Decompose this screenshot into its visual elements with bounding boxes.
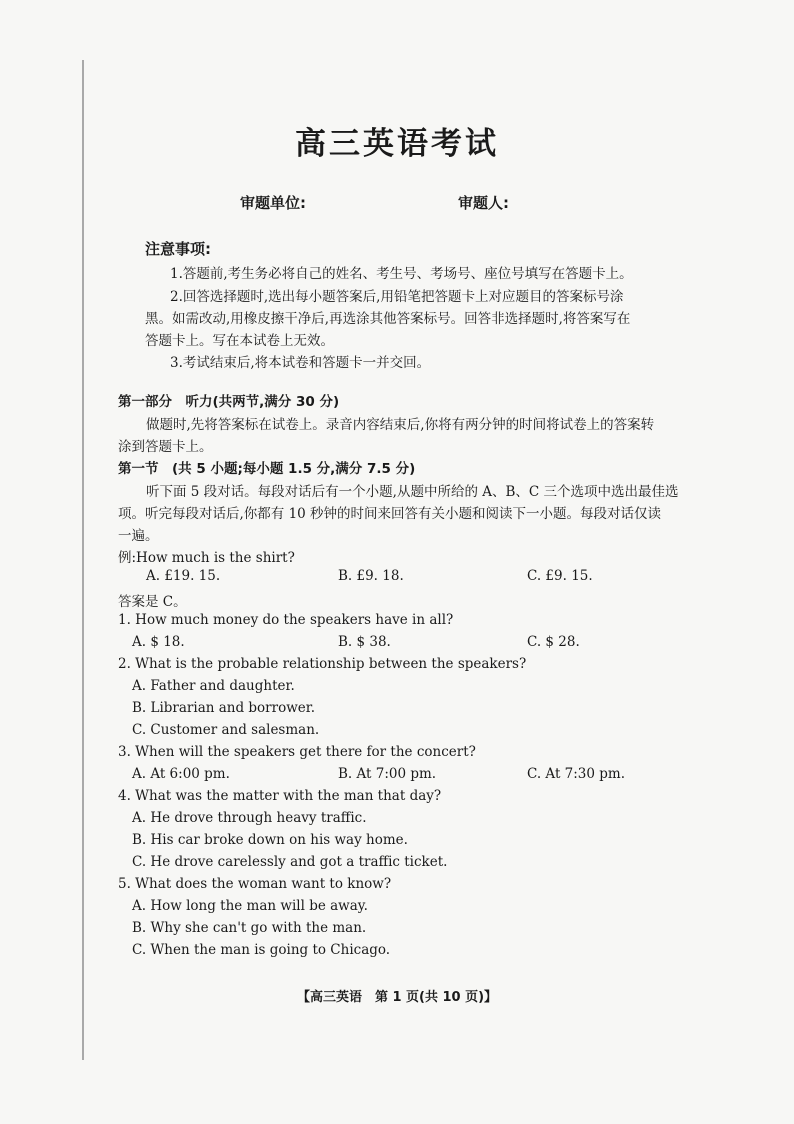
notes-line: 1.答题前,考生务必将自己的姓名、考生号、考场号、座位号填写在答题卡上。 [170, 266, 633, 282]
notes-line: 2.回答选择题时,选出每小题答案后,用铅笔把答题卡上对应题目的答案标号涂 [170, 289, 624, 305]
notes-line: 答题卡上。写在本试卷上无效。 [145, 333, 334, 349]
question-4-stem: 4. What was the matter with the man that day? [118, 788, 442, 804]
section1-instruction: 一遍。 [118, 528, 159, 544]
part1-instruction: 涂到答题卡上。 [118, 439, 213, 455]
question-1-stem: 1. How much money do the speakers have in all? [118, 612, 454, 628]
section1-instruction: 听下面 5 段对话。每段对话后有一个小题,从题中所给的 A、B、C 三个选项中选出最佳选 [146, 484, 679, 500]
question-2-option-a: A. Father and daughter. [132, 678, 295, 694]
example-option-a: A. £19. 15. [146, 568, 221, 584]
example-option-c: C. £9. 15. [527, 568, 593, 584]
question-2-stem: 2. What is the probable relationship between the speakers? [118, 656, 527, 672]
section1-heading: 第一节 (共 5 小题;每小题 1.5 分,满分 7.5 分) [118, 461, 416, 477]
reviewer-label: 审题人: [458, 194, 509, 212]
question-5-option-a: A. How long the man will be away. [132, 898, 368, 914]
question-3-option-a: A. At 6:00 pm. [132, 766, 230, 782]
section1-instruction: 项。听完每段对话后,你都有 10 秒钟的时间来回答有关小题和阅读下一小题。每段对话仅读 [118, 506, 662, 522]
example-question: 例:How much is the shirt? [118, 550, 295, 566]
question-1-option-a: A. $ 18. [132, 634, 185, 650]
question-5-option-b: B. Why she can't go with the man. [132, 920, 367, 936]
part1-instruction: 做题时,先将答案标在试卷上。录音内容结束后,你将有两分钟的时间将试卷上的答案转 [146, 417, 655, 433]
binding-margin-line [82, 60, 84, 1060]
question-4-option-c: C. He drove carelessly and got a traffic ticket. [132, 854, 448, 870]
exam-title: 高三英语考试 [295, 126, 499, 162]
question-5-option-c: C. When the man is going to Chicago. [132, 942, 391, 958]
question-3-option-c: C. At 7:30 pm. [527, 766, 626, 782]
review-unit-label: 审题单位: [240, 194, 306, 212]
notes-line: 黑。如需改动,用橡皮擦干净后,再选涂其他答案标号。回答非选择题时,将答案写在 [145, 311, 631, 327]
notes-line: 3.考试结束后,将本试卷和答题卡一并交回。 [170, 355, 431, 371]
question-1-option-b: B. $ 38. [338, 634, 391, 650]
question-3-option-b: B. At 7:00 pm. [338, 766, 437, 782]
question-1-option-c: C. $ 28. [527, 634, 580, 650]
question-4-option-b: B. His car broke down on his way home. [132, 832, 408, 848]
question-5-stem: 5. What does the woman want to know? [118, 876, 392, 892]
example-option-b: B. £9. 18. [338, 568, 404, 584]
question-2-option-c: C. Customer and salesman. [132, 722, 320, 738]
example-answer: 答案是 C。 [118, 594, 187, 610]
part1-heading: 第一部分 听力(共两节,满分 30 分) [118, 394, 340, 410]
page-footer: 【高三英语 第 1 页(共 10 页)】 [296, 990, 498, 1005]
notes-heading: 注意事项: [145, 240, 211, 258]
question-2-option-b: B. Librarian and borrower. [132, 700, 316, 716]
question-3-stem: 3. When will the speakers get there for the concert? [118, 744, 476, 760]
question-4-option-a: A. He drove through heavy traffic. [132, 810, 367, 826]
